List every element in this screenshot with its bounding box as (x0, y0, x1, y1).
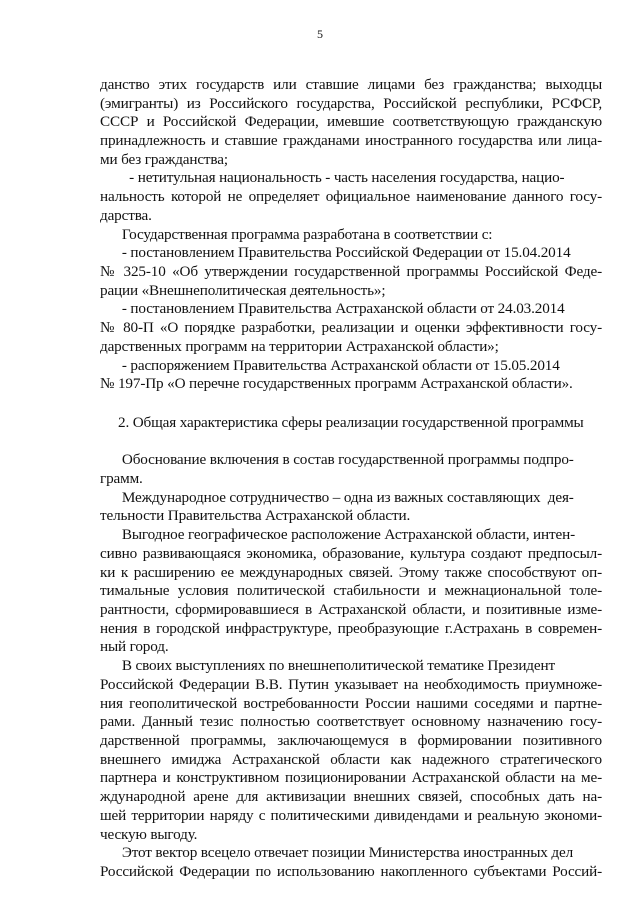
text-line: тельности Правительства Астраханской области. (100, 507, 411, 525)
text-line: грамм. (100, 469, 143, 487)
text-line: В своих выступлениях по внешнеполитической тематике Президент (100, 657, 555, 675)
text-line: № 80-П «О порядке разработки, реализации и оценки эффективности госу- (100, 319, 602, 337)
text-line: нения в городской инфраструктуре, преобразующие г.Астрахань в современ- (100, 619, 602, 637)
text-line: ждународной арене для активизации внешних связей, способных дать на- (100, 788, 602, 806)
text-line: Российской Федерации по использованию накопленного субъектами Россий- (100, 863, 602, 880)
text-line: дарственной программы, заключающемуся в формировании позитивного (100, 731, 602, 749)
text-line: рами. Данный тезис полностью соответствует основному назначению госу- (100, 713, 602, 731)
text-line: СССР и Российской Федерации, имевшие соответствующую гражданскую (100, 113, 602, 131)
text-line: Российской Федерации В.В. Путин указывает на необходимость приумноже- (100, 675, 602, 693)
page-number: 5 (317, 27, 323, 41)
text-line: рации «Внешнеполитическая деятельность»; (100, 281, 386, 299)
text-line: тимальные условия политической стабильности и межнациональной толе- (100, 582, 602, 600)
text-line: ния геополитической востребованности России нашими соседями и партне- (100, 694, 602, 712)
text-line: внешнего имиджа Астраханской области как надежного стратегического (100, 750, 602, 768)
text-line: партнера и конструктивном позиционировании Астраханской области на ме- (100, 769, 602, 787)
text-line: сивно развивающаяся экономика, образование, культура создают предпосыл- (100, 544, 602, 562)
text-line: дарства. (100, 206, 152, 224)
text-line: шей территории наряду с политическими дивидендами и реальную экономи- (100, 806, 602, 824)
text-line: - постановлением Правительства Астраханской области от 24.03.2014 (100, 300, 565, 318)
text-line: № 197-Пр «О перечне государственных программ Астраханской области». (100, 375, 573, 393)
text-line: - постановлением Правительства Российской Федерации от 15.04.2014 (100, 244, 571, 262)
section-heading: 2. Общая характеристика сферы реализации государственной программы (118, 413, 584, 431)
text-line: ми без гражданства; (100, 150, 228, 168)
text-line: Государственная программа разработана в соответствии с: (100, 225, 493, 243)
text-line: - нетитульная национальность - часть населения государства, нацио- (100, 169, 565, 187)
text-line: ческую выгоду. (100, 825, 198, 843)
text-line: № 325-10 «Об утверждении государственной программы Российской Феде- (100, 263, 602, 281)
text-line: ный город. (100, 638, 169, 656)
text-line: - распоряжением Правительства Астраханской области от 15.05.2014 (100, 356, 560, 374)
text-line: принадлежность и ставшие гражданами иностранного государства или лица- (100, 132, 602, 150)
text-line: нальность которой не определяет официальное наименование данного госу- (100, 188, 602, 206)
text-line: ки к расширению ее международных связей. Этому также способствуют оп- (100, 563, 602, 581)
text-line: Обоснование включения в состав государственной программы подпро- (100, 451, 574, 469)
text-line: дарственных программ на территории Астраханской области»; (100, 337, 499, 355)
text-line: Этот вектор всецело отвечает позиции Министерства иностранных дел (100, 844, 573, 862)
text-line: рантности, сформировавшиеся в Астраханской области, и позитивные изме- (100, 600, 602, 618)
text-line: (эмигранты) из Российского государства, Российской республики, РСФСР, (100, 94, 602, 112)
text-line: Международное сотрудничество – одна из важных составляющих дея- (100, 488, 574, 506)
text-line: данство этих государств или ставшие лицами без гражданства; выходцы (100, 75, 602, 93)
text-line: Выгодное географическое расположение Астраханской области, интен- (100, 526, 575, 544)
